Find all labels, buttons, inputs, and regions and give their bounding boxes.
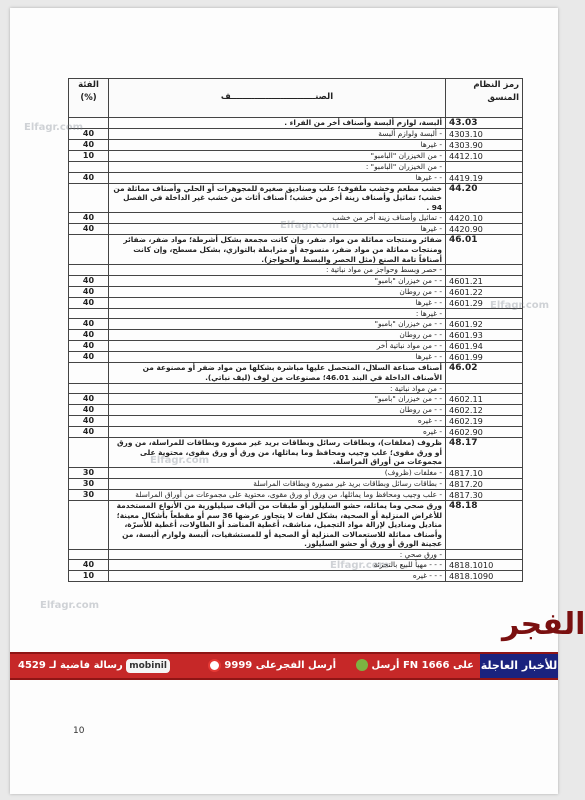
- cell-rate: 30: [69, 467, 109, 478]
- cell-description: - - من خيزران "بامبو": [109, 394, 446, 405]
- ticker-message-mobinil: [18, 654, 170, 678]
- cell-description: - تماثيل وأصناف زينة أخر من خشب: [109, 213, 446, 224]
- table-header-row: [69, 79, 523, 118]
- cell-code: 44.20: [446, 183, 523, 213]
- table-row: [69, 151, 523, 162]
- header-rate: الفئة (%): [69, 79, 109, 118]
- table-row: [69, 560, 523, 571]
- ticker-message-fn-text: أرسل FN على 1666: [371, 660, 474, 671]
- cell-code: [446, 549, 523, 560]
- cell-rate: 40: [69, 275, 109, 286]
- table-row: [69, 394, 523, 405]
- cell-description: - - من خيزران "بامبو": [109, 319, 446, 330]
- cell-rate: 40: [69, 129, 109, 140]
- cell-code: 4303.90: [446, 140, 523, 151]
- cell-code: [446, 383, 523, 394]
- table-row: [69, 235, 523, 265]
- cell-code: 4817.10: [446, 467, 523, 478]
- table-row: [69, 129, 523, 140]
- cell-code: 4817.20: [446, 478, 523, 489]
- watermark: Elfagr.com: [24, 122, 84, 133]
- cell-code: 46.02: [446, 363, 523, 383]
- cell-rate: 40: [69, 416, 109, 427]
- cell-code: 4602.11: [446, 394, 523, 405]
- cell-description: - ألبسة ولوازم ألبسة: [109, 129, 446, 140]
- table-row: [69, 162, 523, 173]
- cell-code: 43.03: [446, 118, 523, 129]
- cell-rate: 10: [69, 571, 109, 582]
- cell-rate: 40: [69, 352, 109, 363]
- table-row: [69, 427, 523, 438]
- cell-description: أصناف صناعة السلال، المتحصل عليها مباشرة بشكلها من مواد ضفر أو مصنوعة من الأصناف الداخلة في البند 46.01؛ مصنوعات من لوف (ليف نباتي).: [109, 363, 446, 383]
- cell-code: 4601.21: [446, 275, 523, 286]
- cell-description: - - - غيره: [109, 571, 446, 582]
- header-code: رمز النظام المنسق: [446, 79, 523, 118]
- cell-rate: 40: [69, 319, 109, 330]
- cell-rate: 40: [69, 224, 109, 235]
- cell-rate: [69, 438, 109, 468]
- table-row: [69, 297, 523, 308]
- table-row: [69, 140, 523, 151]
- table-row: [69, 438, 523, 468]
- mobinil-logo: mobinil: [126, 659, 170, 673]
- table-row: [69, 183, 523, 213]
- ticker-label[interactable]: للأخبار العاجلة: [480, 654, 558, 678]
- cell-code: 4601.29: [446, 297, 523, 308]
- table-row: [69, 489, 523, 500]
- cell-rate: 40: [69, 405, 109, 416]
- cell-rate: 40: [69, 286, 109, 297]
- cell-description: ألبسة، لوازم ألبسة وأصناف أخر من الفراء .: [109, 118, 446, 129]
- cell-description: - من مواد نباتية :: [109, 383, 446, 394]
- cell-code: 4602.90: [446, 427, 523, 438]
- cell-code: 4420.10: [446, 213, 523, 224]
- cell-description: - - من مواد نباتية أخر: [109, 341, 446, 352]
- ticker-message-fn: [356, 654, 474, 678]
- elfagr-logo: الفجر: [502, 607, 585, 642]
- table-row: [69, 330, 523, 341]
- table-row: [69, 308, 523, 319]
- cell-description: - غيرها :: [109, 308, 446, 319]
- cell-description: - - من روطان: [109, 286, 446, 297]
- cell-code: 48.18: [446, 500, 523, 549]
- cell-code: [446, 265, 523, 276]
- table-row: [69, 265, 523, 276]
- cell-code: 4817.30: [446, 489, 523, 500]
- cell-rate: 40: [69, 427, 109, 438]
- cell-description: - - غيرها: [109, 352, 446, 363]
- tariff-table: [68, 78, 523, 582]
- cell-code: 4601.94: [446, 341, 523, 352]
- cell-rate: [69, 183, 109, 213]
- cell-code: 4818.1010: [446, 560, 523, 571]
- table-row: [69, 467, 523, 478]
- cell-code: 4818.1090: [446, 571, 523, 582]
- cell-rate: 30: [69, 478, 109, 489]
- cell-code: 4419.19: [446, 172, 523, 183]
- ticker-message-vodafone: [208, 654, 336, 678]
- cell-description: - - من روطان: [109, 405, 446, 416]
- cell-description: ورق صحي وما يماثله، حشو السليلوز أو طبقات من ألياف سيليلوزية من الأنواع المستخدمة للأغراض المنزلية أو الصحية، بشكل لفات لا يتجاوز عرضها 36 سم أو مقطعاً بأشكال معينة؛ مناديل ومناديل لإزالة مواد التجميل، مناشف، أغطية المناضد أو الطاولات، أغطية للأسرّة، وأصناف مماثلة للاستعمالات المنزلية أو الصحية أو للمستشفيات، ألبسة ولوازم ألبسة، من عجينة الورق أو ورق أو حشو السليلوز.: [109, 500, 446, 549]
- cell-rate: 40: [69, 172, 109, 183]
- cell-code: 4602.19: [446, 416, 523, 427]
- cell-rate: 40: [69, 394, 109, 405]
- cell-description: - حصر وبسط وحواجز من مواد نباتية :: [109, 265, 446, 276]
- cell-rate: 40: [69, 297, 109, 308]
- table-row: [69, 416, 523, 427]
- cell-description: - من الخيزران "البامبو" :: [109, 162, 446, 173]
- cell-description: - من الخيزران "البامبو": [109, 151, 446, 162]
- watermark: Elfagr.com: [490, 300, 550, 311]
- cell-code: 4420.90: [446, 224, 523, 235]
- cell-description: - - من خيزران "بامبو": [109, 275, 446, 286]
- ticker-message-mobinil-text: رسالة فاضية لـ 4529: [18, 660, 123, 671]
- cell-rate: 40: [69, 560, 109, 571]
- cell-code: 4601.22: [446, 286, 523, 297]
- cell-code: 4412.10: [446, 151, 523, 162]
- cell-rate: 40: [69, 330, 109, 341]
- vodafone-icon: [208, 659, 221, 672]
- watermark: Elfagr.com: [280, 220, 340, 231]
- cell-description: ضفائر ومنتجات مماثلة من مواد ضفر، وإن كانت مجمعة بشكل أشرطة؛ مواد ضفر، ضفائر ومنتجات مماثلة من مواد ضفر، منسوجة أو مترابطة بالتوازي، بشكل مسطح، وإن كانت أصنافاً تامة الصنع (مثل الحصر والبسط والحواجز).: [109, 235, 446, 265]
- cell-description: - غيرها: [109, 224, 446, 235]
- cell-code: 4601.92: [446, 319, 523, 330]
- cell-rate: [69, 383, 109, 394]
- cell-rate: 40: [69, 213, 109, 224]
- cell-rate: 10: [69, 151, 109, 162]
- cell-description: - علب وجيب ومحافظ وما يماثلها، من ورق أو ورق مقوى، محتوية على مجموعات من أوراق المراسلة: [109, 489, 446, 500]
- cell-code: [446, 162, 523, 173]
- cell-rate: [69, 265, 109, 276]
- cell-description: - مغلفات (ظروف): [109, 467, 446, 478]
- cell-code: 46.01: [446, 235, 523, 265]
- table-row: [69, 500, 523, 549]
- table-row: [69, 383, 523, 394]
- cell-rate: [69, 500, 109, 549]
- cell-description: خشب مطعم وخشب ملفوف؛ علب وصناديق صغيرة للمجوهرات أو الحلي وأصناف مماثلة من خشب؛ تماثيل وأصناف زينة أخر من خشب؛ أصناف أثاث من خشب غير الداخلة في الفصل 94 .: [109, 183, 446, 213]
- watermark: Elfagr.com: [40, 600, 100, 611]
- cell-description: - - - مهيأ للبيع بالتجزئة: [109, 560, 446, 571]
- cell-code: 4601.93: [446, 330, 523, 341]
- cell-code: 48.17: [446, 438, 523, 468]
- cell-description: - - غيرها: [109, 172, 446, 183]
- cell-description: - ورق صحي :: [109, 549, 446, 560]
- cell-rate: [69, 162, 109, 173]
- table-row: [69, 286, 523, 297]
- cell-code: 4601.99: [446, 352, 523, 363]
- table-row: [69, 549, 523, 560]
- table-row: [69, 118, 523, 129]
- watermark: Elfagr.com: [150, 455, 210, 466]
- play-icon: [356, 659, 368, 671]
- news-ticker: [10, 652, 558, 680]
- table-row: [69, 319, 523, 330]
- cell-code: 4303.10: [446, 129, 523, 140]
- cell-description: - - غيرها: [109, 297, 446, 308]
- table-row: [69, 341, 523, 352]
- cell-rate: [69, 235, 109, 265]
- cell-description: - - من روطان: [109, 330, 446, 341]
- watermark: Elfagr.com: [330, 560, 390, 571]
- cell-rate: [69, 308, 109, 319]
- cell-rate: [69, 549, 109, 560]
- table-row: [69, 352, 523, 363]
- table-row: [69, 363, 523, 383]
- table-row: [69, 405, 523, 416]
- cell-description: ظروف (مغلفات)، وبطاقات رسائل وبطاقات بريد غير مصورة وبطاقات للمراسلة، من ورق أو ورق مقوى؛ علب وجيب ومحافظ وما يماثلها، من ورق أو ورق مقوى، محتوية على مجموعات من أوراق المراسلة.: [109, 438, 446, 468]
- cell-description: - بطاقات رسائل وبطاقات بريد غير مصورة وبطاقات المراسلة: [109, 478, 446, 489]
- ticker-message-vodafone-text: أرسل الفجرعلى 9999: [224, 660, 336, 671]
- cell-description: - غيرها: [109, 140, 446, 151]
- cell-rate: 40: [69, 140, 109, 151]
- cell-code: 4602.12: [446, 405, 523, 416]
- cell-rate: 40: [69, 341, 109, 352]
- table-row: [69, 478, 523, 489]
- header-description: الصنـــــــــــــــــــــــــــــف: [109, 79, 446, 118]
- cell-description: - غيره: [109, 427, 446, 438]
- cell-rate: 30: [69, 489, 109, 500]
- table-row: [69, 275, 523, 286]
- table-row: [69, 172, 523, 183]
- page-number: 10: [73, 726, 85, 736]
- table-row: [69, 571, 523, 582]
- cell-description: - - غيره: [109, 416, 446, 427]
- cell-rate: [69, 363, 109, 383]
